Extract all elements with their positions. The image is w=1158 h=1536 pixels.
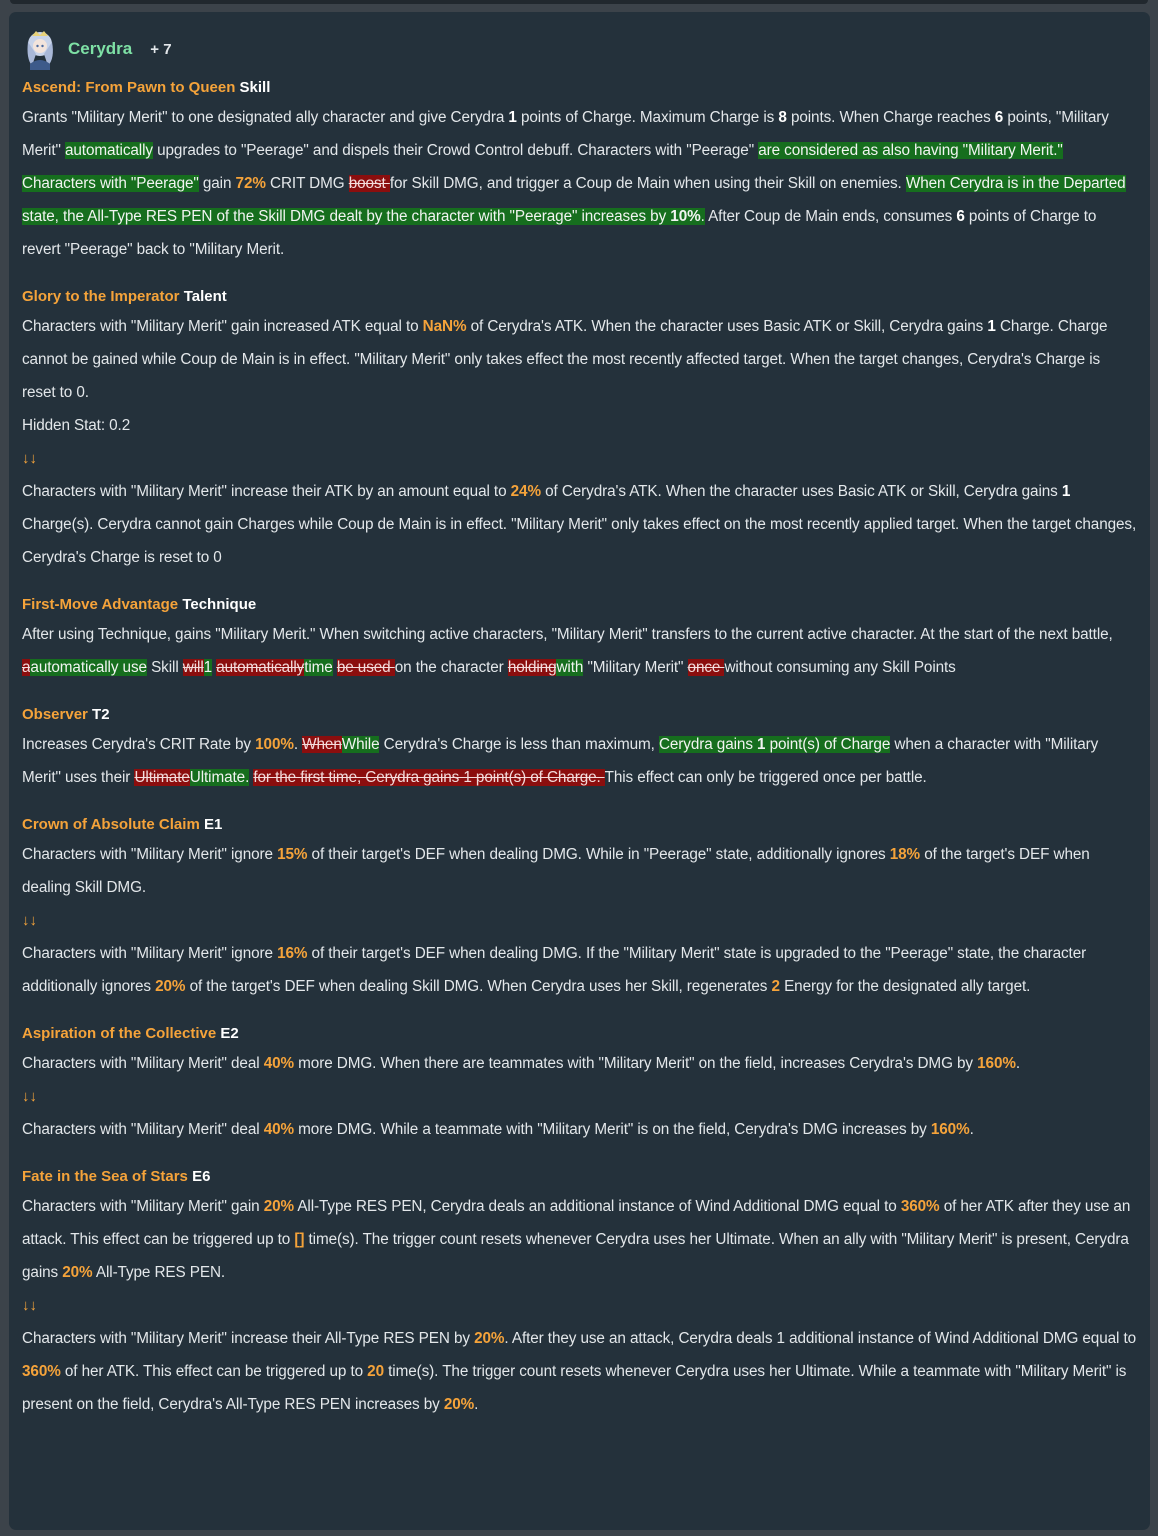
sections-list (22, 75, 1137, 1421)
added-text: . (700, 208, 705, 225)
added-text: While (341, 736, 380, 753)
highlight-value: 16% (277, 945, 308, 962)
description-paragraph (22, 1190, 1137, 1289)
text-run: "Military Merit" (583, 659, 688, 676)
text-run: This effect can only be triggered once per battle. (604, 769, 927, 786)
added-text: Ultimate. (189, 769, 250, 786)
section (22, 1021, 1137, 1146)
removed-text: boost (348, 175, 390, 192)
text-run: Grants "Military Merit" to one designated ally character and give Cerydra (22, 109, 509, 126)
description-paragraph (22, 475, 1137, 574)
highlight-value: 24% (510, 483, 541, 500)
text-run: time(s). The trigger count resets whenever Cerydra uses her Ultimate. When an ally with "Military Merit" is present, Cerydra gains (22, 1231, 1129, 1281)
text-run: CRIT DMG (265, 175, 349, 192)
skill-name: Crown of Absolute Claim (22, 816, 200, 833)
text-run: Charge(s). Cerydra cannot gain Charges while Coup de Main is in effect. "Military Merit" only takes effect on the most recently applied target. When the target changes, Cerydra's Charge is reset to 0 (22, 516, 1137, 566)
text-run: After Coup de Main ends, consumes (704, 208, 957, 225)
highlight-value: 20% (474, 1330, 505, 1347)
skill-type: E2 (220, 1025, 239, 1042)
highlight-value: 160% (977, 1055, 1016, 1072)
section (22, 1164, 1137, 1421)
skill-name: First-Move Advantage (22, 596, 179, 613)
section-title (22, 1164, 1137, 1190)
description-paragraph (22, 728, 1137, 794)
text-run: points of Charge to revert "Peerage" back to "Military Merit. (22, 208, 1097, 258)
bold-value: 8 (778, 109, 787, 126)
bold-value: 1 (987, 318, 996, 335)
text-run: Hidden Stat: 0.2 (22, 417, 131, 434)
description-paragraph (22, 101, 1137, 266)
description-paragraph (22, 937, 1137, 1003)
text-run: . (969, 1121, 974, 1138)
text-run: Characters with "Military Merit" increase their ATK by an amount equal to (22, 483, 511, 500)
description-paragraph (22, 1113, 1137, 1146)
text-run: . (1015, 1055, 1021, 1072)
text-run: Characters with "Military Merit" deal (22, 1055, 264, 1072)
added-text: Cerydra gains (658, 736, 758, 753)
section-title (22, 1021, 1137, 1047)
section-title (22, 75, 1137, 101)
text-run: of their target's DEF when dealing DMG. While in "Peerage" state, additionally ignores (307, 846, 890, 863)
change-count: + 7 (150, 40, 172, 58)
removed-text: automatically (216, 659, 305, 676)
text-run: points, "Military Merit" (22, 109, 1109, 159)
highlight-value: 40% (263, 1055, 295, 1072)
highlight-value: 15% (277, 846, 308, 863)
added-text: automatically (64, 142, 153, 159)
text-run: Characters with "Military Merit" gain (22, 1198, 264, 1215)
added-text: When Cerydra is in the Departed state, the All-Type RES PEN of the Skill DMG dealt by the character with "Peerage" increases by (22, 175, 1126, 225)
skill-name: Observer (22, 706, 88, 723)
text-run: on the character (394, 659, 508, 676)
skill-type: T2 (92, 706, 110, 723)
skill-type: Technique (182, 596, 257, 613)
text-run: Characters with "Military Merit" gain increased ATK equal to (22, 318, 423, 335)
text-run: Cerydra's Charge is less than maximum, (379, 736, 659, 753)
text-run: more DMG. While a teammate with "Military Merit" is on the field, Cerydra's DMG increases by (294, 1121, 931, 1138)
section-title (22, 812, 1137, 838)
text-run: . (293, 736, 303, 753)
top-bar (10, 0, 1148, 4)
highlight-value: 100% (255, 736, 294, 753)
section-title (22, 592, 1137, 618)
description-paragraph (22, 310, 1137, 409)
text-run: without consuming any Skill Points (724, 659, 956, 676)
bold-value: 1 (508, 109, 517, 126)
text-run: Characters with "Military Merit" deal (22, 1121, 264, 1138)
highlight-value: 360% (22, 1363, 61, 1380)
section (22, 702, 1137, 794)
removed-text: When (302, 736, 342, 753)
text-run: of the target's DEF when dealing Skill DMG. (22, 846, 1090, 896)
highlight-value: 360% (900, 1198, 940, 1215)
text-run: All-Type RES PEN. (92, 1264, 226, 1281)
text-run: of her ATK. This effect can be triggered up to (60, 1363, 368, 1380)
skill-type: E6 (192, 1168, 211, 1185)
section-title (22, 284, 1137, 310)
section (22, 284, 1137, 574)
bold-value: 1 (1061, 483, 1071, 500)
text-run: time(s). The trigger count resets whenever Cerydra uses her Ultimate. While a teammate with "Military Merit" is present on the field, Cerydra's All-Type RES PEN increases by (22, 1363, 1127, 1413)
highlight-value: 20% (62, 1264, 93, 1281)
removed-text: a (22, 659, 31, 676)
added-text: are considered as also having "Military Merit." Characters with "Peerage" (22, 142, 1063, 192)
skill-type: Talent (183, 288, 227, 305)
text-run: Characters with "Military Merit" ignore (22, 945, 278, 962)
highlight-value: [] (294, 1231, 305, 1248)
description-paragraph (22, 1322, 1137, 1421)
text-run: of Cerydra's ATK. When the character uses Basic ATK or Skill, Cerydra gains (540, 483, 1062, 500)
bold-value: 6 (994, 109, 1004, 126)
text-run: Skill (146, 659, 183, 676)
removed-text: once (687, 659, 725, 676)
change-arrow-icon: ↓↓ (22, 1297, 37, 1314)
highlight-value: 20% (263, 1198, 295, 1215)
section (22, 592, 1137, 684)
added-text: automatically use (30, 659, 147, 676)
change-arrow-icon: ↓↓ (22, 450, 37, 467)
text-run: points. When Charge reaches (786, 109, 995, 126)
text-run: Characters with "Military Merit" ignore (22, 846, 278, 863)
removed-text: will (182, 659, 204, 676)
text-run: of her ATK after they use an attack. This effect can be triggered up to (22, 1198, 1131, 1248)
changelog-card (9, 12, 1150, 1530)
change-arrow-icon: ↓↓ (22, 1088, 37, 1105)
text-run: points of Charge. Maximum Charge is (516, 109, 779, 126)
text-run: of their target's DEF when dealing DMG. If the "Military Merit" state is upgraded to the "Peerage" state, the character additionally ignores (22, 945, 1087, 995)
text-run: Energy for the designated ally target. (779, 978, 1031, 995)
text-run: Charge. Charge cannot be gained while Coup de Main is in effect. "Military Merit" only takes effect the most recently affected target. When the target changes, Cerydra's Charge is reset to 0. (22, 318, 1108, 401)
text-run: . (474, 1396, 479, 1413)
removed-text: holding (507, 659, 557, 676)
highlight-value: NaN% (422, 318, 467, 335)
skill-name: Fate in the Sea of Stars (22, 1168, 188, 1185)
text-run: Increases Cerydra's CRIT Rate by (22, 736, 256, 753)
description-paragraph (22, 838, 1137, 904)
added-text: time (304, 659, 333, 676)
text-run: when a character with "Military Merit" uses their (22, 736, 1099, 786)
text-run: After using Technique, gains "Military Merit." When switching active characters, "Military Merit" transfers to the current active character. At the start of the next battle, (22, 626, 1113, 643)
added-text: with (556, 659, 584, 676)
added-highlight-value: 1 (757, 736, 766, 753)
text-run: . After they use an attack, Cerydra deals 1 additional instance of Wind Additional DMG equal to (504, 1330, 1137, 1347)
removed-text: Ultimate (134, 769, 190, 786)
removed-text: be used (336, 659, 395, 676)
section (22, 75, 1137, 266)
text-run: of Cerydra's ATK. When the character uses Basic ATK or Skill, Cerydra gains (466, 318, 988, 335)
text-run: more DMG. When there are teammates with "Military Merit" on the field, increases Cerydra's DMG by (294, 1055, 978, 1072)
text-run: of the target's DEF when dealing Skill DMG. When Cerydra uses her Skill, regenerates (185, 978, 772, 995)
character-name[interactable]: Cerydra (68, 39, 133, 58)
change-arrow-icon: ↓↓ (22, 912, 37, 929)
description-paragraph (22, 1047, 1137, 1080)
text-run: gain (198, 175, 236, 192)
highlight-value: 18% (889, 846, 921, 863)
highlight-value: 20 (367, 1363, 384, 1380)
description-paragraph (22, 409, 1137, 442)
section-title (22, 702, 1137, 728)
added-text: 1 (203, 659, 213, 676)
character-avatar[interactable] (22, 28, 58, 70)
text-run: for Skill DMG, and trigger a Coup de Main when using their Skill on enemies. (389, 175, 906, 192)
added-highlight-value: 10% (670, 208, 701, 225)
text-run: upgrades to "Peerage" and dispels their Crowd Control debuff. Characters with "Peerage" (152, 142, 759, 159)
added-text: point(s) of Charge (765, 736, 891, 753)
skill-name: Ascend: From Pawn to Queen (22, 79, 236, 96)
skill-type: Skill (239, 79, 271, 96)
highlight-value: 40% (263, 1121, 295, 1138)
highlight-value: 20% (443, 1396, 475, 1413)
skill-name: Glory to the Imperator (22, 288, 180, 305)
skill-type: E1 (203, 816, 223, 833)
removed-text: for the first time, Cerydra gains 1 point(s) of Charge. (253, 769, 605, 786)
highlight-value: 72% (235, 175, 266, 192)
highlight-value: 160% (930, 1121, 970, 1138)
text-run: All-Type RES PEN, Cerydra deals an additional instance of Wind Additional DMG equal to (294, 1198, 901, 1215)
text-run: Characters with "Military Merit" increase their All-Type RES PEN by (22, 1330, 475, 1347)
highlight-value: 20% (155, 978, 186, 995)
section (22, 812, 1137, 1003)
highlight-value: 2 (771, 978, 780, 995)
character-header (22, 26, 1137, 72)
skill-name: Aspiration of the Collective (22, 1025, 217, 1042)
bold-value: 6 (956, 208, 965, 225)
description-paragraph (22, 618, 1137, 684)
